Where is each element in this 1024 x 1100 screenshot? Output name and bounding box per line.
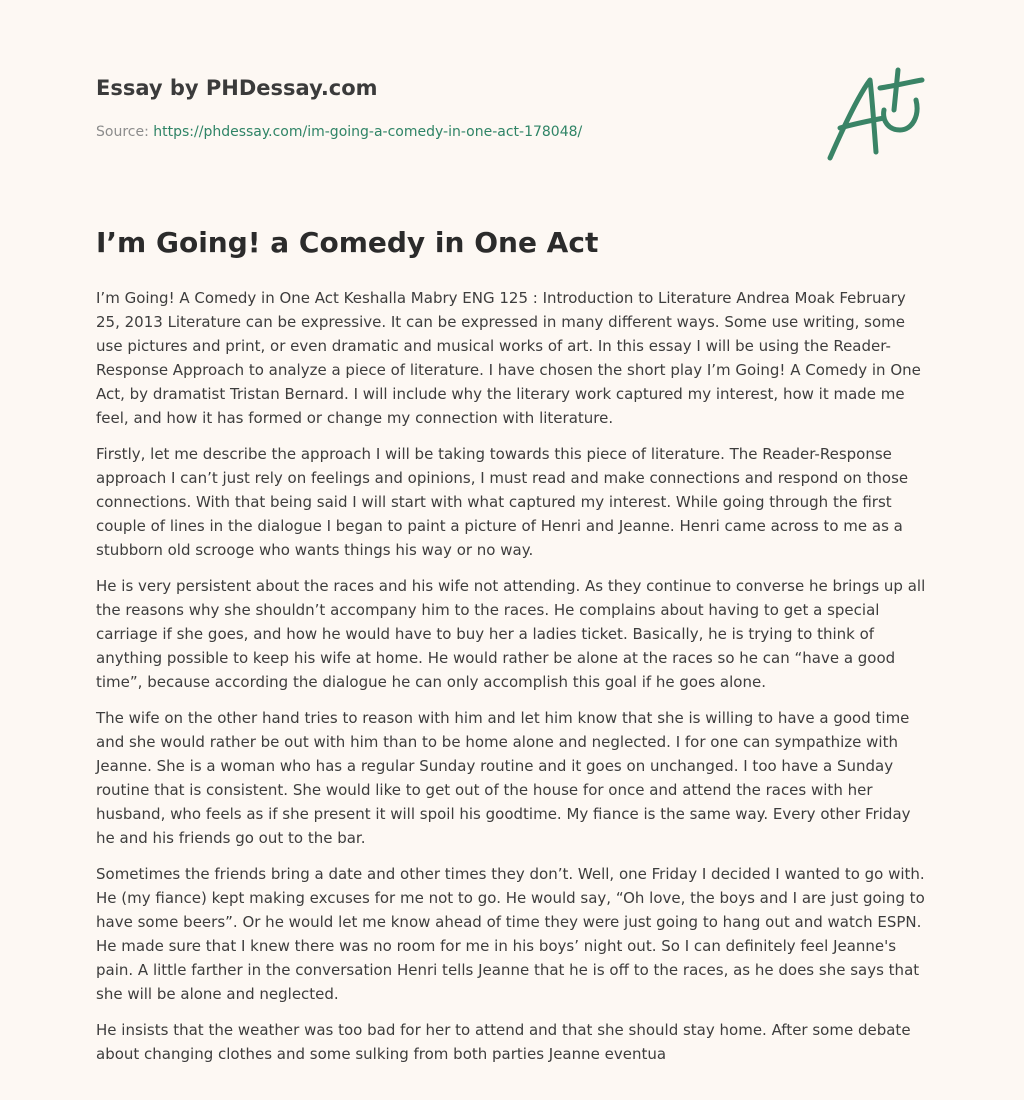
- essay-paragraph: Sometimes the friends bring a date and other times they don’t. Well, one Friday I decided I wanted to go with. He (my fiance) kept making excuses for me not to go. He would say, “Oh love, the boys and I are just going to have some beers”. Or he would let me know ahead of time they were just going to hang out and watch ESPN. He made sure that I knew there was no room for me in his boys’ night out. So I can definitely feel Jeanne's pain. A little farther in the conversation Henri tells Jeanne that he is off to the races, as he does she says that she will be alone and neglected.: [96, 865, 925, 1003]
- source-label: Source:: [96, 124, 154, 140]
- essay-page: [96, 0, 932, 1063]
- essay-title: I’m Going! a Comedy in One Act: [96, 226, 599, 259]
- essay-body: [96, 286, 932, 1078]
- essay-paragraph: He insists that the weather was too bad for her to attend and that she should stay home. After some debate about changing clothes and some sulking from both parties Jeanne eventua: [96, 1021, 911, 1063]
- essay-paragraph: The wife on the other hand tries to reason with him and let him know that she is willing to have a good time and she would rather be out with him than to be home alone and neglected. I for one can sympathize with Jeanne. She is a woman who has a regular Sunday routine and it goes on unchanged. I too have a Sunday routine that is consistent. She would like to get out of the house for once and attend the races with her husband, who feels as if she present it will spoil his goodtime. My fiance is the same way. Every other Friday he and his friends go out to the bar.: [96, 709, 911, 847]
- source-link[interactable]: https://phdessay.com/im-going-a-comedy-in-one-act-178048/: [153, 124, 583, 140]
- source-line: [96, 124, 582, 140]
- essay-paragraph: He is very persistent about the races and his wife not attending. As they continue to converse he brings up all the reasons why she shouldn’t accompany him to the races. He complains about having to get a special carriage if she goes, and how he would have to buy her a ladies ticket. Basically, he is trying to think of anything possible to keep his wife at home. He would rather be alone at the races so he can “have a good time”, because according the dialogue he can only accomplish this goal if he goes alone.: [96, 577, 926, 691]
- brand-title: Essay by PHDessay.com: [96, 76, 378, 100]
- page-header: [96, 0, 932, 200]
- essay-paragraph: Firstly, let me describe the approach I will be taking towards this piece of literature. The Reader-Response approach I can’t just rely on feelings and opinions, I must read and make connections and respond on those connections. With that being said I will start with what captured my interest. While going through the first couple of lines in the dialogue I began to paint a picture of Henri and Jeanne. Henri came across to me as a stubborn old scrooge who wants things his way or no way.: [96, 445, 909, 559]
- essay-paragraph: I’m Going! A Comedy in One Act Keshalla Mabry ENG 125 : Introduction to Literature Andrea Moak February 25, 2013 Literature can be expressive. It can be expressed in many different ways. Some use writing, some use pictures and print, or even dramatic and musical works of art. In this essay I will be using the Reader-Response Approach to analyze a piece of literature. I have chosen the short play I’m Going! A Comedy in One Act, by dramatist Tristan Bernard. I will include why the literary work captured my interest, how it made me feel, and how it has formed or change my connection with literature.: [96, 289, 921, 427]
- a-plus-grade-icon: [824, 66, 928, 166]
